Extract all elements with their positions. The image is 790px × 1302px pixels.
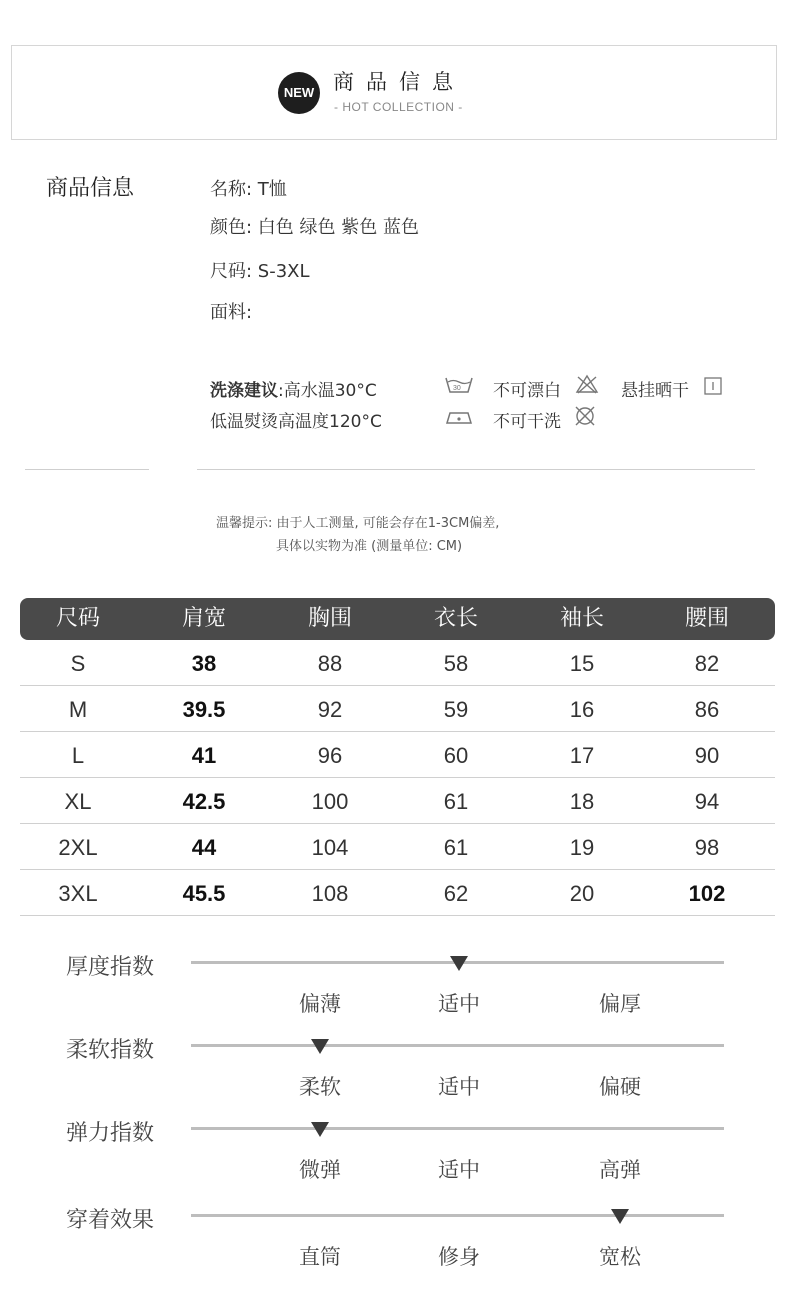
table-cell: 2XL (58, 835, 98, 860)
col-header-length: 衣长 (433, 606, 478, 631)
table-cell: 58 (443, 651, 469, 676)
index-option: 微弹 (299, 1158, 341, 1182)
table-cell: 61 (443, 789, 469, 814)
table-cell: 16 (569, 697, 595, 722)
table-row-divider (20, 731, 775, 732)
table-cell: 98 (694, 835, 720, 860)
divider-left (25, 469, 149, 470)
hang-dry-label: 悬挂晒干 (621, 381, 689, 401)
table-cell: 61 (443, 835, 469, 860)
section-label-product-info: 商品信息 (46, 176, 135, 201)
divider-right (197, 469, 755, 470)
table-cell: 108 (311, 881, 349, 906)
no-bleach-label: 不可漂白 (493, 381, 561, 401)
index-option: 高弹 (599, 1158, 641, 1182)
index-track (191, 1214, 724, 1217)
table-cell: 60 (443, 743, 469, 768)
index-option: 直筒 (299, 1245, 341, 1269)
table-cell: 44 (191, 835, 217, 860)
col-header-shoulder: 肩宽 (181, 606, 226, 631)
page-title: 商品信息 (333, 70, 465, 94)
index-label: 柔软指数 (66, 1038, 155, 1063)
table-cell: M (68, 697, 88, 722)
col-header-size: 尺码 (55, 606, 100, 631)
index-option: 偏薄 (299, 992, 341, 1016)
wash-label: 洗涤建议 (210, 381, 278, 401)
table-cell: 100 (311, 789, 349, 814)
table-cell: 39.5 (182, 697, 226, 722)
table-cell: 19 (569, 835, 595, 860)
col-header-sleeve: 袖长 (559, 606, 604, 631)
table-cell: 86 (694, 697, 720, 722)
index-option: 偏厚 (599, 992, 641, 1016)
index-marker (450, 956, 468, 971)
wash-tub-icon (444, 375, 474, 395)
tip-line-1: 温馨提示: 由于人工测量, 可能会存在1-3CM偏差, (216, 516, 500, 531)
wash-line-2: 低温熨烫高温度120°C (210, 412, 382, 432)
index-label: 厚度指数 (66, 955, 155, 980)
table-cell: 15 (569, 651, 595, 676)
iron-icon (444, 407, 474, 427)
table-row-divider (20, 777, 775, 778)
page-subtitle: - HOT COLLECTION - (334, 100, 463, 114)
new-badge: NEW (278, 72, 320, 114)
index-option: 偏硬 (599, 1075, 641, 1099)
tip-line-2: 具体以实物为准 (测量单位: CM) (276, 539, 463, 554)
table-cell: 92 (317, 697, 343, 722)
svg-text:30: 30 (453, 385, 461, 392)
table-cell: 18 (569, 789, 595, 814)
index-option: 宽松 (599, 1245, 641, 1269)
info-color: 颜色: 白色 绿色 紫色 蓝色 (210, 217, 419, 238)
hang-dry-icon (704, 377, 722, 395)
table-row-divider (20, 685, 775, 686)
index-marker (311, 1039, 329, 1054)
index-marker (611, 1209, 629, 1224)
table-cell: 17 (569, 743, 595, 768)
index-label: 穿着效果 (66, 1208, 155, 1233)
wash-temp: :高水温30°C (278, 381, 377, 401)
info-fabric: 面料: (210, 302, 253, 323)
no-dry-clean-label: 不可干洗 (493, 412, 561, 432)
col-header-waist: 腰围 (684, 606, 729, 631)
table-cell: 38 (191, 651, 217, 676)
table-cell: 90 (694, 743, 720, 768)
index-label: 弹力指数 (66, 1121, 155, 1146)
table-cell: 20 (569, 881, 595, 906)
table-cell: 102 (688, 881, 726, 906)
table-row-divider (20, 869, 775, 870)
wash-line-1 (210, 376, 377, 401)
index-option: 适中 (438, 992, 480, 1016)
table-cell: 62 (443, 881, 469, 906)
index-option: 适中 (438, 1158, 480, 1182)
table-cell: 104 (311, 835, 349, 860)
index-option: 修身 (438, 1245, 480, 1269)
table-cell: 59 (443, 697, 469, 722)
index-track (191, 1044, 724, 1047)
table-cell: 45.5 (182, 881, 226, 906)
table-cell: L (71, 743, 85, 768)
table-cell: 88 (317, 651, 343, 676)
col-header-chest: 胸围 (307, 606, 352, 631)
info-name: 名称: T恤 (210, 179, 287, 200)
table-cell: 96 (317, 743, 343, 768)
table-cell: 42.5 (182, 789, 226, 814)
index-marker (311, 1122, 329, 1137)
table-cell: 3XL (58, 881, 98, 906)
no-bleach-icon (575, 374, 599, 394)
table-cell: 41 (191, 743, 217, 768)
table-row-divider (20, 823, 775, 824)
info-size: 尺码: S-3XL (210, 261, 310, 282)
table-cell: XL (64, 789, 92, 814)
index-track (191, 1127, 724, 1130)
table-cell: 82 (694, 651, 720, 676)
table-cell: 94 (694, 789, 720, 814)
table-row-divider (20, 915, 775, 916)
table-cell: S (70, 651, 86, 676)
index-option: 柔软 (299, 1075, 341, 1099)
no-dry-clean-icon (574, 405, 596, 427)
index-option: 适中 (438, 1075, 480, 1099)
